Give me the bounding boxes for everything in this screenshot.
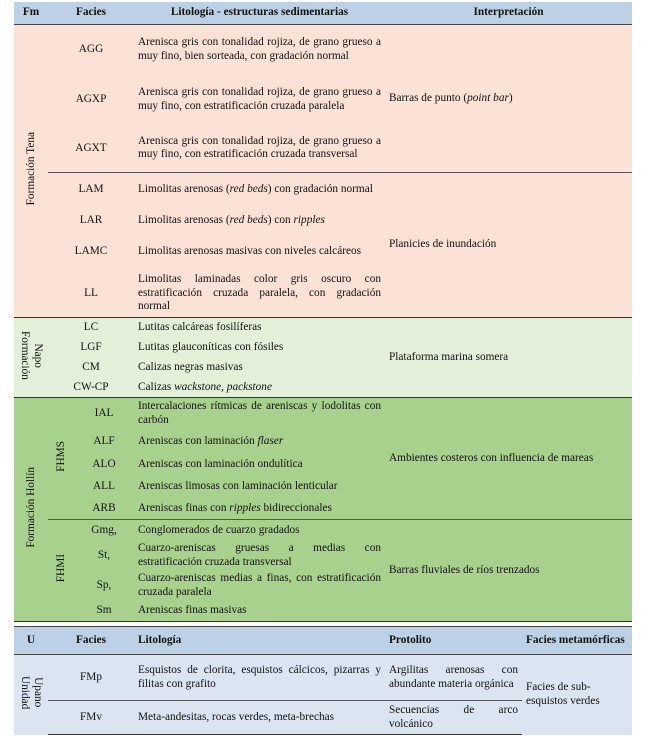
header-litologia-2: Litología [134, 627, 385, 655]
facies-code: CW-CP [48, 378, 134, 398]
lithology-text: Limolitas arenosas masivas con niveles calcáreos [134, 235, 385, 270]
lithology-text: Intercalaciones rítmicas de areniscas y lodolitas con carbón [134, 398, 385, 430]
table-row [14, 520, 632, 541]
header-fm: Fm [14, 2, 48, 25]
lithology-text: Lutitas glauconíticas con fósiles [134, 338, 385, 358]
lithology-text: Areniscas con laminación ondulítica [134, 454, 385, 476]
hollin-label-cell [14, 398, 48, 622]
protolito-text: Secuencias de arco volcánico [385, 701, 522, 735]
facies-code: ALO [74, 454, 134, 476]
lithology-text: Lutitas calcáreas fosilíferas [134, 318, 385, 338]
header-facies: Facies [48, 2, 134, 25]
facies-code: LL [48, 270, 134, 318]
lithology-text: Areniscas con laminación flaser [134, 430, 385, 454]
table-row [14, 398, 632, 430]
facies-code: Sm [74, 601, 134, 622]
lithology-text: Arenisca gris con tonalidad rojiza, de grano grueso a muy fino, con estratificación cruzada transversal [134, 125, 385, 173]
facies-code: LAM [48, 173, 134, 207]
header-interpretacion: Interpretación [385, 2, 632, 25]
tena-label-cell [14, 25, 48, 318]
lithology-text: Limolitas arenosas (red beds) con gradación normal [134, 173, 385, 207]
header-row [14, 2, 632, 25]
upano-label-cell [14, 655, 48, 735]
table-row [14, 173, 632, 207]
lithology-text: Areniscas limosas con laminación lenticular [134, 476, 385, 498]
facies-code: IAL [74, 398, 134, 430]
table-row [14, 25, 632, 75]
interp-costeros: Ambientes costeros con influencia de mareas [385, 398, 632, 520]
tena-label: Formación Tena [24, 132, 37, 206]
facies-code: Gmg, [74, 520, 134, 541]
facies-table-container [14, 2, 632, 735]
napo-label: Formación Napo [19, 330, 44, 380]
lithology-text: Calizas wackstone, packstone [134, 378, 385, 398]
header-row-2 [14, 627, 632, 655]
fhmi-label-cell [48, 520, 74, 622]
facies-code: ALL [74, 476, 134, 498]
upano-label: Unidad Upano [19, 675, 44, 710]
fhms-label: FHMS [54, 440, 67, 472]
napo-label-cell [14, 318, 48, 398]
hollin-label: Formación Hollín [24, 466, 37, 548]
facies-code: AGXT [48, 125, 134, 173]
facies-code: FMp [48, 655, 134, 701]
lithology-text: Areniscas finas con ripples bidireccionales [134, 498, 385, 520]
facies-code: CM [48, 358, 134, 378]
lithology-text: Esquistos de clorita, esquistos cálcicos, pizarras y filitas con grafito [134, 655, 385, 701]
header-facies-2: Facies [48, 627, 134, 655]
table-row [14, 318, 632, 338]
interp-point-bar: Barras de punto (point bar) [385, 25, 632, 173]
interp-planicies: Planicies de inundación [385, 173, 632, 318]
header-protolito: Protolito [385, 627, 522, 655]
lithology-text: Arenisca gris con tonalidad rojiza, de grano grueso a muy fino, con estratificación cruzada paralela [134, 75, 385, 125]
facies-code: AGG [48, 25, 134, 75]
facies-code: LAMC [48, 235, 134, 270]
facies-code: LGF [48, 338, 134, 358]
fhmi-label: FHMI [54, 554, 67, 583]
facies-code: Sp, [74, 571, 134, 601]
facies-code: LC [48, 318, 134, 338]
fhms-label-cell [48, 398, 74, 520]
facies-metamorficas-text: Facies de sub-esquistos verdes [522, 655, 632, 735]
facies-code: FMv [48, 701, 134, 735]
lithology-text: Cuarzo-areniscas gruesas a medias con estratificación cruzada transversal [134, 541, 385, 571]
protolito-text: Argilitas arenosas con abundante materia orgánica [385, 655, 522, 701]
header-facies-metamorficas: Facies metamórficas [522, 627, 632, 655]
lithology-text: Limolitas arenosas (red beds) con ripples [134, 207, 385, 235]
interp-plataforma: Plataforma marina somera [385, 318, 632, 398]
table-row [14, 655, 632, 701]
lithology-text: Arenisca gris con tonalidad rojiza, de grano grueso a muy fino, bien sorteada, con gradación normal [134, 25, 385, 75]
lithology-text: Calizas negras masivas [134, 358, 385, 378]
header-u: U [14, 627, 48, 655]
facies-code: LAR [48, 207, 134, 235]
lithology-text: Limolitas laminadas color gris oscuro con estratificación cruzada paralela, con gradación normal [134, 270, 385, 318]
interp-fluviales: Barras fluviales de ríos trenzados [385, 520, 632, 622]
facies-code: St, [74, 541, 134, 571]
facies-table [14, 2, 632, 735]
facies-code: AGXP [48, 75, 134, 125]
lithology-text: Meta-andesitas, rocas verdes, meta-brechas [134, 701, 385, 735]
facies-code: ALF [74, 430, 134, 454]
facies-code: ARB [74, 498, 134, 520]
lithology-text: Cuarzo-areniscas medias a finas, con estratificación cruzada paralela [134, 571, 385, 601]
lithology-text: Conglomerados de cuarzo gradados [134, 520, 385, 541]
header-litologia: Litología - estructuras sedimentarias [134, 2, 385, 25]
lithology-text: Areniscas finas masivas [134, 601, 385, 622]
